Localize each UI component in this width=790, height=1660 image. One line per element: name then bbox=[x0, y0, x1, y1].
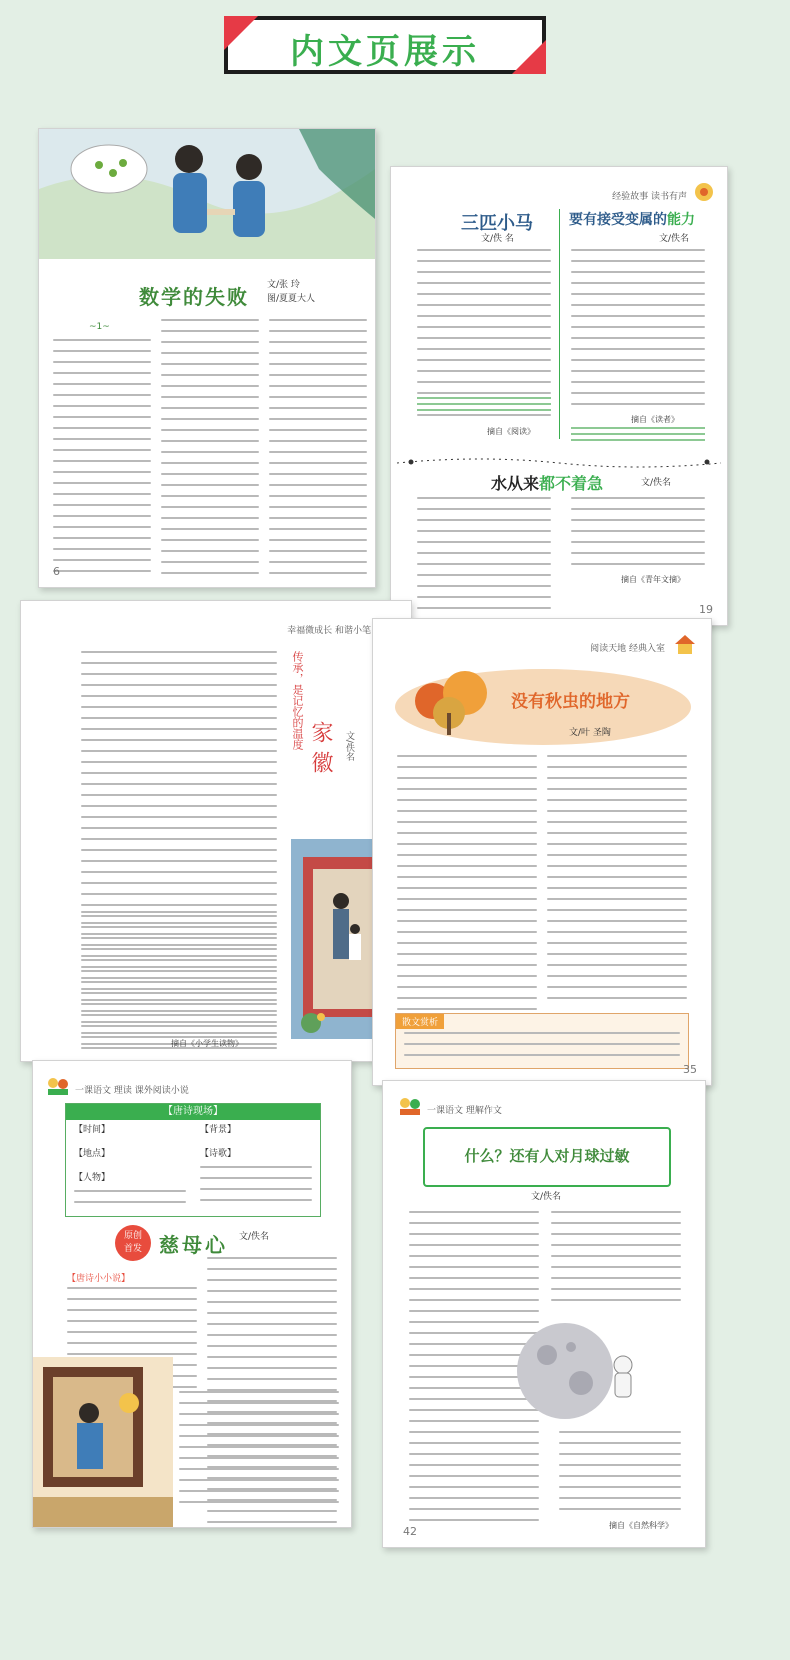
poem-scene-text-right bbox=[200, 1166, 312, 1210]
text-column-3 bbox=[559, 1431, 681, 1519]
byline: 文/佚名 bbox=[239, 1232, 270, 1242]
byline: 文/叶 圣陶 bbox=[569, 728, 611, 738]
page-title: 没有秋虫的地方 bbox=[511, 692, 630, 712]
page-loving-mother bbox=[32, 1060, 352, 1528]
byline: 文/佚名 bbox=[531, 1192, 562, 1202]
label-person: 【人物】 bbox=[74, 1173, 111, 1183]
page-title: 数学的失败 bbox=[139, 285, 249, 309]
text-accept-change bbox=[571, 249, 705, 414]
illustration-boys bbox=[39, 129, 375, 259]
page-header: 阅读天地 经典入室 bbox=[590, 644, 665, 654]
page-header: 一课语文 理读 课外阅读小说 bbox=[75, 1086, 189, 1096]
vertical-subtitle: 传承，是记忆的温度 bbox=[291, 651, 304, 750]
byline-right: 文/佚名 bbox=[659, 234, 690, 244]
illustration-moon-astronaut bbox=[501, 1311, 651, 1431]
banner-title: 内文页展示 bbox=[290, 32, 480, 72]
page-moon-allergy bbox=[382, 1080, 706, 1548]
byline-bottom: 文/佚名 bbox=[641, 478, 672, 488]
title-water-accent: 都不着急 bbox=[539, 474, 604, 493]
text-column-2 bbox=[551, 1211, 681, 1310]
page-number: 35 bbox=[683, 1063, 697, 1076]
page-header: 经验故事 读书有声 bbox=[612, 192, 687, 202]
page-number: 19 bbox=[699, 603, 713, 616]
title-frame bbox=[423, 1127, 671, 1187]
page-math-failure bbox=[38, 128, 376, 588]
house-icon bbox=[673, 633, 697, 655]
source: 摘自《小学生读物》 bbox=[171, 1039, 243, 1048]
source-bottom: 摘自《青年文摘》 bbox=[621, 575, 685, 584]
title-water-prefix: 水从来 bbox=[491, 474, 540, 493]
poem-scene-text-left bbox=[74, 1190, 186, 1212]
badge-line-2: 首发 bbox=[123, 1244, 142, 1254]
sub-box-title: 【唐诗小小说】 bbox=[67, 1274, 131, 1284]
page-title: 慈母心 bbox=[159, 1233, 228, 1257]
text-water-col-1 bbox=[417, 497, 551, 618]
analysis-text bbox=[404, 1032, 680, 1065]
title-accept-change bbox=[569, 209, 695, 229]
section-mark: ~1~ bbox=[89, 322, 110, 332]
page-family-crest bbox=[20, 600, 412, 1062]
illustration-mother-sewing bbox=[33, 1357, 173, 1527]
comment-box-right bbox=[571, 423, 705, 449]
text-column-lower bbox=[179, 1391, 339, 1512]
vertical-title: 家徽 bbox=[308, 721, 333, 781]
text-column-3 bbox=[269, 319, 367, 583]
byline: 文/张 玲 bbox=[267, 280, 300, 290]
page-no-autumn-insects bbox=[372, 618, 712, 1086]
label-background: 【背景】 bbox=[200, 1125, 237, 1135]
badge-line-1: 原创 bbox=[123, 1231, 142, 1241]
label-time: 【时间】 bbox=[74, 1125, 111, 1135]
kids-icon bbox=[397, 1095, 423, 1117]
badge bbox=[115, 1225, 151, 1261]
comment-box-left bbox=[417, 393, 551, 419]
source-left: 摘自《阅读》 bbox=[487, 427, 535, 436]
vertical-author: 文/佚名 bbox=[344, 731, 354, 762]
analysis-label: 散文赏析 bbox=[396, 1014, 444, 1029]
column-divider bbox=[559, 209, 560, 439]
title-water-not-hurry bbox=[491, 471, 603, 494]
page-title: 什么？还有人对月球过敏 bbox=[464, 1147, 630, 1165]
text-column-1 bbox=[397, 755, 537, 1019]
page-three-ponies bbox=[390, 166, 728, 626]
label-place: 【地点】 bbox=[74, 1149, 111, 1159]
byline-illustrator: 图/夏夏大人 bbox=[267, 294, 316, 304]
title-accept-change-prefix: 要有接受变属的 bbox=[569, 212, 667, 228]
page-header: 幸福微成长 和谐小笔 bbox=[287, 626, 371, 636]
source: 摘自《自然科学》 bbox=[609, 1521, 673, 1530]
page-header: 一课语文 理解作文 bbox=[427, 1106, 502, 1116]
text-water-col-2 bbox=[571, 497, 705, 574]
poem-scene-box bbox=[65, 1103, 321, 1217]
title-three-ponies: 三匹小马 bbox=[461, 213, 533, 234]
label-poem: 【诗歌】 bbox=[200, 1149, 237, 1159]
page-number: 42 bbox=[403, 1525, 417, 1538]
text-column-2 bbox=[161, 319, 259, 583]
text-column-lower bbox=[81, 911, 277, 1054]
poem-scene-title: 【唐诗现场】 bbox=[66, 1104, 320, 1120]
kids-reading-icon bbox=[45, 1075, 71, 1097]
title-accept-change-accent: 能力 bbox=[667, 212, 695, 228]
byline-left: 文/佚 名 bbox=[481, 234, 514, 244]
dotted-divider bbox=[391, 453, 727, 473]
source-right: 摘自《读者》 bbox=[631, 415, 679, 424]
page-number: 6 bbox=[53, 565, 60, 578]
banner bbox=[224, 16, 546, 74]
text-column-1 bbox=[53, 339, 151, 581]
analysis-box bbox=[395, 1013, 689, 1069]
header-decoration-icon bbox=[693, 181, 715, 203]
text-column-2 bbox=[547, 755, 687, 1008]
